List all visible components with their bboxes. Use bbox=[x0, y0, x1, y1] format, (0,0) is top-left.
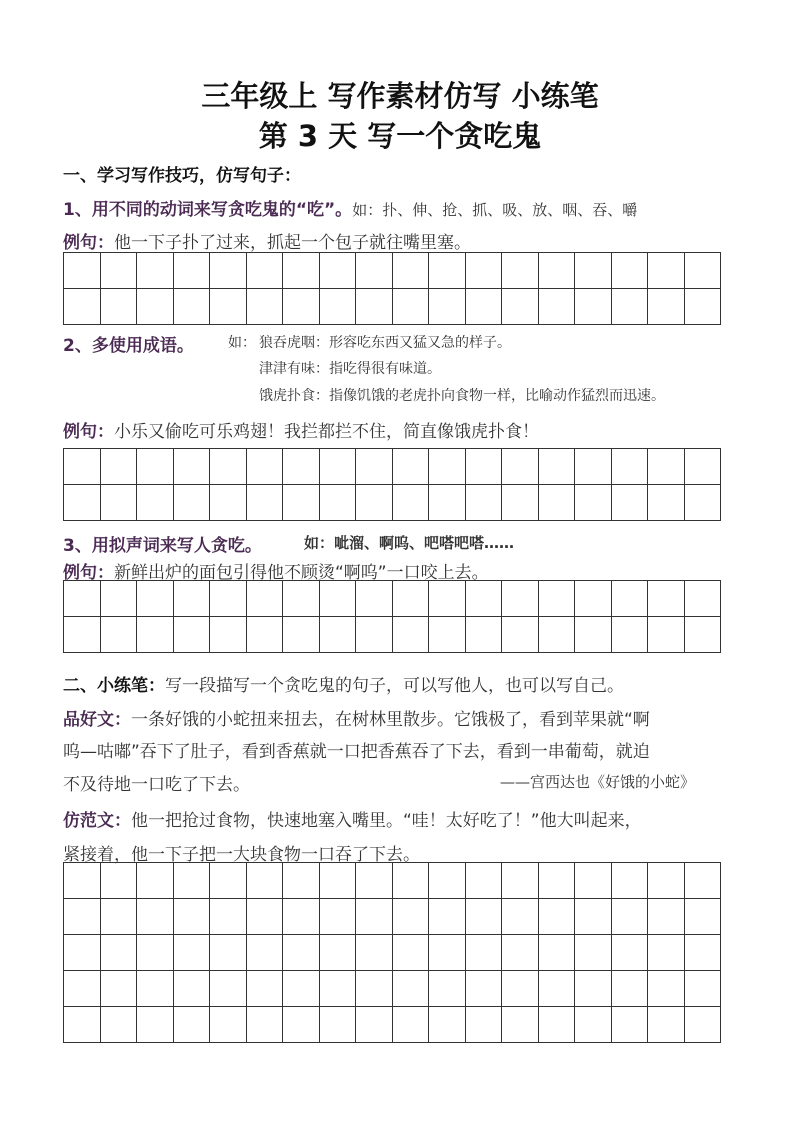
grid-cell[interactable] bbox=[612, 899, 649, 935]
grid-cell[interactable] bbox=[210, 449, 247, 485]
grid-cell[interactable] bbox=[247, 449, 284, 485]
grid-cell[interactable] bbox=[64, 485, 101, 521]
grid-cell[interactable] bbox=[101, 449, 138, 485]
grid-cell[interactable] bbox=[320, 485, 357, 521]
grid-cell[interactable] bbox=[320, 289, 357, 325]
imitation-text-line-2: 紧接着，他一下子把一大块食物一口吞了下去。 bbox=[63, 845, 420, 865]
grid-cell[interactable] bbox=[685, 449, 722, 485]
grid-cell[interactable] bbox=[539, 485, 576, 521]
grid-cell[interactable] bbox=[429, 485, 466, 521]
grid-cell[interactable] bbox=[502, 1007, 539, 1043]
grid-cell[interactable] bbox=[101, 899, 138, 935]
grid-cell[interactable] bbox=[575, 899, 612, 935]
grid-cell[interactable] bbox=[356, 935, 393, 971]
grid-cell[interactable] bbox=[283, 971, 320, 1007]
grid-cell[interactable] bbox=[247, 935, 284, 971]
grid-cell[interactable] bbox=[393, 617, 430, 653]
grid-cell[interactable] bbox=[247, 1007, 284, 1043]
grid-cell[interactable] bbox=[612, 971, 649, 1007]
model-text-line-1 bbox=[63, 705, 650, 730]
grid-cell[interactable] bbox=[283, 289, 320, 325]
grid-cell[interactable] bbox=[356, 899, 393, 935]
grid-cell[interactable] bbox=[137, 863, 174, 899]
grid-cell[interactable] bbox=[393, 971, 430, 1007]
grid-cell[interactable] bbox=[210, 617, 247, 653]
grid-cell[interactable] bbox=[247, 863, 284, 899]
grid-cell[interactable] bbox=[64, 581, 101, 617]
grid-cell[interactable] bbox=[685, 485, 722, 521]
grid-cell[interactable] bbox=[64, 289, 101, 325]
grid-cell[interactable] bbox=[648, 1007, 685, 1043]
grid-cell[interactable] bbox=[539, 289, 576, 325]
grid-cell[interactable] bbox=[174, 449, 211, 485]
grid-cell[interactable] bbox=[101, 617, 138, 653]
writing-grid-item3[interactable] bbox=[63, 580, 721, 653]
grid-cell[interactable] bbox=[101, 485, 138, 521]
grid-cell[interactable] bbox=[393, 581, 430, 617]
grid-cell[interactable] bbox=[210, 485, 247, 521]
grid-cell[interactable] bbox=[64, 1007, 101, 1043]
grid-cell[interactable] bbox=[356, 971, 393, 1007]
grid-cell[interactable] bbox=[64, 449, 101, 485]
item3-heading: 3、用拟声词来写人贪吃。 bbox=[63, 536, 262, 556]
grid-cell[interactable] bbox=[502, 449, 539, 485]
grid-cell[interactable] bbox=[174, 899, 211, 935]
section1-heading: 一、学习写作技巧，仿写句子： bbox=[63, 166, 301, 186]
grid-cell[interactable] bbox=[429, 935, 466, 971]
grid-cell[interactable] bbox=[466, 289, 503, 325]
grid-cell[interactable] bbox=[648, 253, 685, 289]
grid-cell[interactable] bbox=[393, 449, 430, 485]
grid-cell[interactable] bbox=[466, 1007, 503, 1043]
grid-cell[interactable] bbox=[283, 253, 320, 289]
grid-cell[interactable] bbox=[393, 1007, 430, 1043]
grid-cell[interactable] bbox=[101, 1007, 138, 1043]
grid-cell[interactable] bbox=[466, 899, 503, 935]
grid-cell[interactable] bbox=[502, 899, 539, 935]
grid-cell[interactable] bbox=[137, 617, 174, 653]
grid-cell[interactable] bbox=[429, 289, 466, 325]
grid-cell[interactable] bbox=[429, 899, 466, 935]
grid-cell[interactable] bbox=[174, 485, 211, 521]
grid-cell[interactable] bbox=[320, 449, 357, 485]
grid-cell[interactable] bbox=[685, 935, 722, 971]
grid-cell[interactable] bbox=[575, 935, 612, 971]
grid-cell[interactable] bbox=[247, 617, 284, 653]
writing-grid-item1[interactable] bbox=[63, 252, 721, 325]
item1-example bbox=[63, 228, 471, 253]
grid-cell[interactable] bbox=[575, 581, 612, 617]
grid-cell[interactable] bbox=[101, 935, 138, 971]
grid-cell[interactable] bbox=[320, 253, 357, 289]
grid-cell[interactable] bbox=[356, 617, 393, 653]
grid-cell[interactable] bbox=[174, 1007, 211, 1043]
grid-cell[interactable] bbox=[137, 971, 174, 1007]
grid-cell[interactable] bbox=[612, 449, 649, 485]
grid-cell[interactable] bbox=[539, 1007, 576, 1043]
item1-header bbox=[63, 195, 637, 220]
grid-cell[interactable] bbox=[101, 581, 138, 617]
grid-cell[interactable] bbox=[685, 581, 722, 617]
grid-cell[interactable] bbox=[283, 899, 320, 935]
grid-cell[interactable] bbox=[648, 935, 685, 971]
imitation-text: 他一把抢过食物，快速地塞入嘴里。“哇！太好吃了！”他大叫起来， bbox=[131, 811, 642, 831]
grid-cell[interactable] bbox=[174, 253, 211, 289]
grid-cell[interactable] bbox=[210, 971, 247, 1007]
grid-cell[interactable] bbox=[648, 971, 685, 1007]
grid-cell[interactable] bbox=[247, 899, 284, 935]
grid-cell[interactable] bbox=[685, 971, 722, 1007]
grid-cell[interactable] bbox=[210, 899, 247, 935]
grid-cell[interactable] bbox=[64, 617, 101, 653]
grid-cell[interactable] bbox=[466, 581, 503, 617]
grid-cell[interactable] bbox=[539, 899, 576, 935]
item2-idiom-prefix: 如： bbox=[228, 335, 256, 351]
idiom-line-1: 狼吞虎咽：形容吃东西又猛又急的样子。 bbox=[259, 335, 511, 351]
example-text: 小乐又偷吃可乐鸡翅！我拦都拦不住，简直像饿虎扑食！ bbox=[114, 422, 539, 442]
grid-cell[interactable] bbox=[247, 253, 284, 289]
grid-cell[interactable] bbox=[575, 1007, 612, 1043]
section2-intro bbox=[63, 671, 624, 696]
grid-cell[interactable] bbox=[174, 971, 211, 1007]
grid-cell[interactable] bbox=[283, 449, 320, 485]
grid-cell[interactable] bbox=[137, 253, 174, 289]
grid-cell[interactable] bbox=[648, 899, 685, 935]
grid-cell[interactable] bbox=[612, 617, 649, 653]
grid-cell[interactable] bbox=[612, 935, 649, 971]
grid-cell[interactable] bbox=[393, 485, 430, 521]
grid-cell[interactable] bbox=[393, 863, 430, 899]
model-text-line-2: 呜—咕嘟”吞下了肚子，看到香蕉就一口把香蕉吞了下去，看到一串葡萄，就迫 bbox=[63, 742, 650, 762]
grid-cell[interactable] bbox=[137, 1007, 174, 1043]
grid-cell[interactable] bbox=[356, 485, 393, 521]
section2-heading: 二、小练笔： bbox=[63, 676, 165, 696]
model-text-line-3: 不及待地一口吃了下去。 bbox=[63, 775, 250, 795]
grid-cell[interactable] bbox=[466, 617, 503, 653]
grid-cell[interactable] bbox=[64, 935, 101, 971]
grid-cell[interactable] bbox=[502, 253, 539, 289]
grid-cell[interactable] bbox=[539, 449, 576, 485]
item1-heading: 1、用不同的动词来写贪吃鬼的“吃”。 bbox=[63, 200, 353, 220]
grid-cell[interactable] bbox=[283, 485, 320, 521]
grid-cell[interactable] bbox=[174, 289, 211, 325]
page-subtitle: 第 3 天 写一个贪吃鬼 bbox=[258, 119, 542, 153]
grid-cell[interactable] bbox=[356, 1007, 393, 1043]
grid-cell[interactable] bbox=[247, 581, 284, 617]
grid-cell[interactable] bbox=[210, 935, 247, 971]
grid-cell[interactable] bbox=[539, 863, 576, 899]
grid-cell[interactable] bbox=[466, 485, 503, 521]
grid-cell[interactable] bbox=[283, 935, 320, 971]
grid-cell[interactable] bbox=[174, 863, 211, 899]
grid-cell[interactable] bbox=[429, 863, 466, 899]
grid-cell[interactable] bbox=[356, 289, 393, 325]
grid-cell[interactable] bbox=[137, 449, 174, 485]
grid-cell[interactable] bbox=[429, 581, 466, 617]
grid-cell[interactable] bbox=[502, 289, 539, 325]
item2-example bbox=[63, 417, 539, 442]
grid-cell[interactable] bbox=[356, 581, 393, 617]
grid-cell[interactable] bbox=[320, 863, 357, 899]
grid-cell[interactable] bbox=[575, 617, 612, 653]
grid-cell[interactable] bbox=[101, 971, 138, 1007]
grid-cell[interactable] bbox=[174, 617, 211, 653]
grid-cell[interactable] bbox=[101, 863, 138, 899]
item1-examples: 如：扑、伸、抢、抓、吸、放、咽、吞、嚼 bbox=[352, 201, 638, 219]
grid-cell[interactable] bbox=[685, 617, 722, 653]
grid-cell[interactable] bbox=[429, 617, 466, 653]
grid-cell[interactable] bbox=[356, 253, 393, 289]
grid-cell[interactable] bbox=[356, 863, 393, 899]
imitation-label: 仿范文： bbox=[63, 811, 131, 831]
grid-cell[interactable] bbox=[466, 971, 503, 1007]
grid-cell[interactable] bbox=[210, 289, 247, 325]
grid-cell[interactable] bbox=[612, 1007, 649, 1043]
grid-cell[interactable] bbox=[283, 1007, 320, 1043]
grid-cell[interactable] bbox=[648, 449, 685, 485]
grid-cell[interactable] bbox=[247, 485, 284, 521]
grid-cell[interactable] bbox=[210, 863, 247, 899]
grid-cell[interactable] bbox=[429, 253, 466, 289]
grid-cell[interactable] bbox=[466, 253, 503, 289]
grid-cell[interactable] bbox=[612, 289, 649, 325]
grid-cell[interactable] bbox=[283, 617, 320, 653]
grid-cell[interactable] bbox=[612, 863, 649, 899]
grid-cell[interactable] bbox=[137, 581, 174, 617]
grid-cell[interactable] bbox=[320, 935, 357, 971]
grid-cell[interactable] bbox=[247, 289, 284, 325]
grid-cell[interactable] bbox=[648, 581, 685, 617]
grid-cell[interactable] bbox=[575, 971, 612, 1007]
grid-cell[interactable] bbox=[64, 253, 101, 289]
grid-cell[interactable] bbox=[539, 253, 576, 289]
grid-cell[interactable] bbox=[685, 289, 722, 325]
grid-cell[interactable] bbox=[320, 899, 357, 935]
example-label: 例句： bbox=[63, 233, 114, 253]
grid-cell[interactable] bbox=[685, 1007, 722, 1043]
idiom-line-3: 饿虎扑食：指像饥饿的老虎扑向食物一样，比喻动作猛烈而迅速。 bbox=[259, 388, 665, 404]
grid-cell[interactable] bbox=[685, 899, 722, 935]
grid-cell[interactable] bbox=[502, 617, 539, 653]
grid-cell[interactable] bbox=[137, 289, 174, 325]
grid-cell[interactable] bbox=[356, 449, 393, 485]
grid-cell[interactable] bbox=[575, 485, 612, 521]
grid-cell[interactable] bbox=[137, 899, 174, 935]
grid-cell[interactable] bbox=[539, 935, 576, 971]
grid-cell[interactable] bbox=[137, 935, 174, 971]
grid-cell[interactable] bbox=[648, 863, 685, 899]
grid-cell[interactable] bbox=[64, 971, 101, 1007]
writing-grid-item2[interactable] bbox=[63, 448, 721, 521]
section2-instruction: 写一段描写一个贪吃鬼的句子，可以写他人，也可以写自己。 bbox=[165, 676, 624, 696]
grid-cell[interactable] bbox=[612, 581, 649, 617]
grid-cell[interactable] bbox=[283, 581, 320, 617]
grid-cell[interactable] bbox=[539, 617, 576, 653]
grid-cell[interactable] bbox=[393, 899, 430, 935]
grid-cell[interactable] bbox=[612, 253, 649, 289]
grid-cell[interactable] bbox=[393, 935, 430, 971]
grid-cell[interactable] bbox=[210, 1007, 247, 1043]
writing-grid-practice[interactable] bbox=[63, 862, 721, 1043]
grid-cell[interactable] bbox=[174, 581, 211, 617]
idiom-line-2: 津津有味：指吃得很有味道。 bbox=[259, 361, 441, 377]
grid-cell[interactable] bbox=[502, 863, 539, 899]
grid-cell[interactable] bbox=[210, 581, 247, 617]
grid-cell[interactable] bbox=[612, 485, 649, 521]
example-label: 例句： bbox=[63, 422, 114, 442]
grid-cell[interactable] bbox=[320, 617, 357, 653]
item2-heading: 2、多使用成语。 bbox=[63, 336, 194, 356]
grid-cell[interactable] bbox=[648, 485, 685, 521]
item3-examples: 如：呲溜、啊呜、吧嗒吧嗒…… bbox=[304, 534, 515, 552]
grid-cell[interactable] bbox=[466, 449, 503, 485]
imitation-text-line-1 bbox=[63, 806, 642, 831]
grid-cell[interactable] bbox=[393, 289, 430, 325]
grid-cell[interactable] bbox=[210, 253, 247, 289]
grid-cell[interactable] bbox=[429, 971, 466, 1007]
grid-cell[interactable] bbox=[283, 863, 320, 899]
grid-cell[interactable] bbox=[575, 253, 612, 289]
grid-cell[interactable] bbox=[137, 485, 174, 521]
grid-cell[interactable] bbox=[539, 581, 576, 617]
grid-cell[interactable] bbox=[685, 863, 722, 899]
grid-cell[interactable] bbox=[429, 449, 466, 485]
grid-cell[interactable] bbox=[502, 485, 539, 521]
grid-cell[interactable] bbox=[502, 935, 539, 971]
grid-cell[interactable] bbox=[648, 289, 685, 325]
grid-cell[interactable] bbox=[64, 899, 101, 935]
grid-cell[interactable] bbox=[429, 1007, 466, 1043]
grid-cell[interactable] bbox=[320, 1007, 357, 1043]
grid-cell[interactable] bbox=[466, 935, 503, 971]
grid-cell[interactable] bbox=[575, 289, 612, 325]
grid-cell[interactable] bbox=[648, 617, 685, 653]
grid-cell[interactable] bbox=[466, 863, 503, 899]
grid-cell[interactable] bbox=[64, 863, 101, 899]
grid-cell[interactable] bbox=[320, 581, 357, 617]
grid-cell[interactable] bbox=[575, 863, 612, 899]
page-title: 三年级上 写作素材仿写 小练笔 bbox=[201, 79, 599, 113]
grid-cell[interactable] bbox=[575, 449, 612, 485]
example-label: 例句： bbox=[63, 563, 114, 583]
model-source: ——宫西达也《好饿的小蛇》 bbox=[500, 773, 696, 791]
grid-cell[interactable] bbox=[539, 971, 576, 1007]
grid-cell[interactable] bbox=[685, 253, 722, 289]
grid-cell[interactable] bbox=[247, 971, 284, 1007]
example-text: 新鲜出炉的面包引得他不顾烫“啊呜”一口咬上去。 bbox=[114, 563, 489, 583]
grid-cell[interactable] bbox=[101, 289, 138, 325]
grid-cell[interactable] bbox=[174, 935, 211, 971]
grid-cell[interactable] bbox=[101, 253, 138, 289]
grid-cell[interactable] bbox=[502, 971, 539, 1007]
grid-cell[interactable] bbox=[393, 253, 430, 289]
example-text: 他一下子扑了过来，抓起一个包子就往嘴里塞。 bbox=[114, 233, 471, 253]
model-label: 品好文： bbox=[63, 710, 131, 730]
grid-cell[interactable] bbox=[320, 971, 357, 1007]
grid-cell[interactable] bbox=[502, 581, 539, 617]
model-text: 一条好饿的小蛇扭来扭去，在树林里散步。它饿极了，看到苹果就“啊 bbox=[131, 710, 650, 730]
